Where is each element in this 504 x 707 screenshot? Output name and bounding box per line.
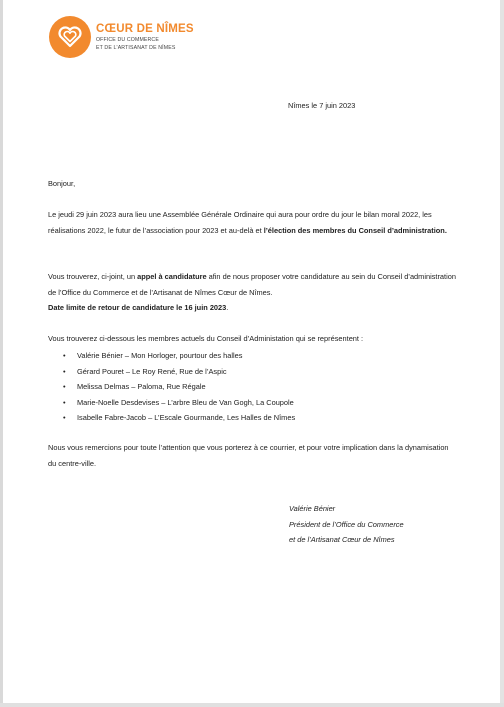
- list-item: [63, 410, 295, 426]
- member-text: Valérie Bénier – Mon Horloger, pourtour des halles: [77, 351, 243, 360]
- signature-title-line2: et de l’Artisanat Cœur de Nîmes: [289, 535, 395, 545]
- bullet-icon: •: [63, 382, 66, 392]
- signature-name: Valérie Bénier: [289, 504, 336, 513]
- member-text: Marie-Noelle Desdevises – L’arbre Bleu de Van Gogh, La Coupole: [77, 397, 294, 407]
- heart-logo-icon: [49, 16, 91, 58]
- bullet-icon: •: [63, 413, 66, 423]
- list-item: [63, 348, 295, 364]
- deadline-period: .: [226, 303, 229, 313]
- member-text: Melissa Delmas – Paloma, Rue Régale: [77, 382, 206, 392]
- logo-subtitle-line2: ET DE L'ARTISANAT DE NÎMES: [96, 45, 176, 51]
- paragraph-assembly: [48, 207, 456, 238]
- logo-name: CŒUR DE NÎMES: [96, 22, 194, 35]
- paragraph-thanks: Nous vous remercions pour toute l’attention que vous porterez à ce courrier, et pour votre implication dans la dynamisation du centre-ville.: [48, 443, 449, 468]
- member-text: Gérard Pouret – Le Roy René, Rue de l’Aspic: [77, 366, 227, 376]
- deadline-text: Date limite de retour de candidature le 16 juin 2023: [48, 303, 227, 313]
- logo-subtitle-line1: OFFICE DU COMMERCE: [96, 36, 159, 43]
- logo-text: [96, 23, 194, 52]
- list-item: [63, 364, 295, 380]
- signature-title-line1: Président de l’Office du Commerce: [289, 519, 404, 529]
- paragraph-assembly-bold: l’élection des membres du Conseil d’administration.: [263, 225, 447, 235]
- list-item: [63, 379, 295, 395]
- greeting: Bonjour,: [48, 179, 76, 188]
- paragraph-candidature: [48, 269, 456, 316]
- bullet-icon: •: [63, 366, 66, 376]
- members-list: [63, 348, 295, 426]
- paragraph-members-intro: Vous trouverez ci-dessous les membres actuels du Conseil d’Administation qui se représentent :: [48, 334, 364, 343]
- viewer-frame-left: [0, 0, 3, 707]
- bullet-icon: •: [63, 397, 66, 407]
- paragraph-assembly-text: Le jeudi 29 juin 2023 aura lieu une Assemblée Générale Ordinaire qui aura pour ordre du jour le bilan moral 2022, les réalisations 2022, le futur de l’association pour 2023 et au-delà et: [48, 210, 432, 235]
- viewer-frame-right: [500, 0, 504, 707]
- bullet-icon: •: [63, 351, 66, 360]
- organization-logo: [49, 16, 194, 58]
- paragraph-candidature-bold: appel à candidature: [137, 272, 207, 281]
- signature-block: [289, 501, 404, 548]
- list-item: [63, 395, 295, 411]
- member-text: Isabelle Fabre-Jacob – L’Escale Gourmande, Les Halles de Nîmes: [77, 413, 296, 423]
- paragraph-candidature-text-a: Vous trouverez, ci-joint, un: [48, 272, 138, 281]
- viewer-frame-bottom: [0, 703, 504, 707]
- letter-date: Nîmes le 7 juin 2023: [288, 101, 356, 110]
- paragraph-candidature-text-b: afin de nous proposer votre candidature au sein du Conseil d’administration de l’Office du Commerce et de l’Artisanat de Nîmes Cœur de Nîmes.: [48, 272, 456, 297]
